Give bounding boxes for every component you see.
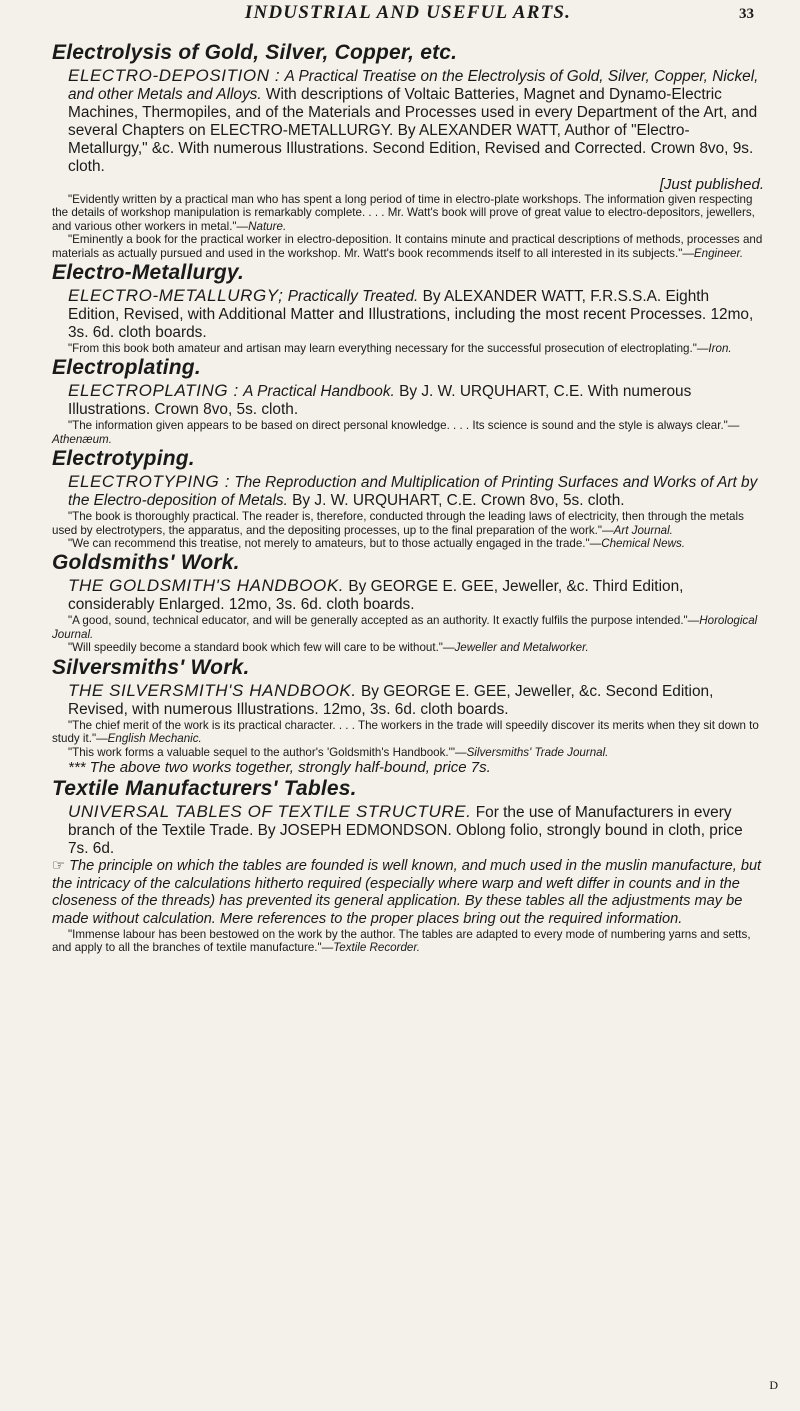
book-title: UNIVERSAL TABLES OF TEXTILE STRUCTURE. bbox=[68, 802, 472, 822]
section-heading: Goldsmiths' Work. bbox=[52, 551, 240, 575]
book-title: THE GOLDSMITH'S HANDBOOK. bbox=[68, 576, 345, 596]
catalogue-section bbox=[52, 655, 764, 777]
review-quote bbox=[52, 537, 764, 550]
review-quote bbox=[52, 193, 764, 233]
catalogue-content bbox=[52, 40, 764, 955]
book-entry bbox=[68, 473, 764, 510]
section-heading: Silversmiths' Work. bbox=[52, 655, 250, 679]
publication-note: [Just published. bbox=[659, 176, 764, 193]
catalogue-section bbox=[52, 40, 764, 260]
catalogue-section bbox=[52, 260, 764, 355]
book-description: With descriptions of Voltaic Batteries, Magnet and Dynamo-Electric Machines, Thermopiles, and of the Materials and Processes used in every Department of the Art, and several Chapters on ELECTRO-METALLURGY. By ALEXANDER WATT, Author of "Electro-Metallurgy," &c. With numerous Illustrations. Second Edition, Revised and Corrected. Crown 8vo, 9s. cloth. bbox=[68, 86, 758, 175]
book-entry bbox=[68, 67, 764, 176]
combined-price-note: *** The above two works together, strongly half-bound, price 7s. bbox=[68, 758, 491, 776]
book-entry bbox=[68, 287, 764, 342]
book-entry bbox=[68, 803, 764, 858]
book-title: ELECTROTYPING : bbox=[68, 472, 231, 492]
review-text: "The information given appears to be based on direct personal knowledge. . . . Its science is sound and the style is always clear."— bbox=[68, 419, 740, 433]
page-number: 33 bbox=[739, 6, 754, 22]
review-text: "Eminently a book for the practical worker in electro-deposition. It contains minute and practical descriptions of methods, processes and materials as actually pursued and used in the workshop. Mr. Watt's book recommends itself to all interested in its subjects."— bbox=[52, 233, 763, 260]
review-source: Silversmiths' Trade Journal. bbox=[466, 745, 609, 759]
book-description: By ALEXANDER WATT, F.R.S.S.A. Eighth Edition, Revised, with Additional Matter and Illustrations, including the most recent Processes. 12mo, 3s. 6d. cloth boards. bbox=[68, 288, 754, 342]
book-description: By J. W. URQUHART, C.E. With numerous Illustrations. Crown 8vo, 5s. cloth. bbox=[68, 383, 692, 419]
principle-note: ☞ The principle on which the tables are founded is well known, and much used in the muslin manufacture, but the intricacy of the calculations hitherto required (especially where warp and weft differ in counts and in the closeness of the threads) has prevented its general application. By these tables all the adjustments may be made without calculation. Mere references to the proper places bring out the required information. bbox=[52, 858, 762, 927]
review-text: "Will speedily become a standard book which few will care to be without."— bbox=[68, 641, 455, 655]
section-heading: Electroplating. bbox=[52, 356, 201, 380]
book-entry bbox=[68, 682, 764, 719]
review-text: "Evidently written by a practical man who has spent a long period of time in electro-plate workshops. The information given respecting the details of workshop manipulation is remarkably complete. . . . Mr. Watt's book will prove of great value to electro-depositors, jewellers, and various other workers in metal."— bbox=[52, 193, 755, 233]
review-text: "The chief merit of the work is its practical character. . . . The workers in the trade will speedily discover its merits when they sit down to study it."— bbox=[52, 718, 759, 746]
catalogue-section bbox=[52, 776, 764, 954]
review-source: Nature. bbox=[248, 219, 287, 233]
review-source: Jeweller and Metalworker. bbox=[454, 641, 589, 655]
section-heading: Electro-Metallurgy. bbox=[52, 261, 245, 285]
book-title: ELECTROPLATING : bbox=[68, 381, 239, 401]
review-text: "A good, sound, technical educator, and will be generally accepted as an authority. It exactly fulfils the purpose intended."— bbox=[68, 614, 700, 628]
catalogue-section bbox=[52, 446, 764, 550]
review-source: Horological Journal. bbox=[52, 614, 758, 641]
book-subtitle: The Reproduction and Multiplication of Printing Surfaces and Works of Art by the Electro-deposition of Metals. bbox=[68, 474, 758, 510]
review-text: "The book is thoroughly practical. The reader is, therefore, conducted through the leading laws of electricity, then through the metals used by electrotypers, the apparatus, and the depositing processes, up to the final preparation of the work."— bbox=[52, 510, 744, 537]
review-quote bbox=[52, 419, 764, 446]
review-source: English Mechanic. bbox=[107, 732, 202, 746]
book-title: ELECTRO-METALLURGY; bbox=[68, 286, 284, 306]
review-source: Chemical News. bbox=[601, 537, 685, 551]
signature-mark: D bbox=[769, 1378, 778, 1392]
review-text: "From this book both amateur and artisan may learn everything necessary for the successful prosecution of electroplating."— bbox=[68, 342, 709, 356]
running-title: INDUSTRIAL AND USEFUL ARTS. bbox=[244, 2, 572, 23]
review-quote bbox=[52, 614, 764, 641]
section-heading: Electrolysis of Gold, Silver, Copper, etc. bbox=[52, 41, 458, 64]
review-text: "We can recommend this treatise, not merely to amateurs, but to those actually engaged in the trade."— bbox=[68, 537, 602, 551]
book-subtitle: Practically Treated. bbox=[287, 288, 419, 306]
book-description: By GEORGE E. GEE, Jeweller, &c. Third Edition, considerably Enlarged. 12mo, 3s. 6d. cloth boards. bbox=[68, 578, 684, 614]
review-quote bbox=[52, 928, 764, 955]
catalogue-section bbox=[52, 550, 764, 654]
book-title: THE SILVERSMITH'S HANDBOOK. bbox=[68, 680, 357, 700]
section-heading: Electrotyping. bbox=[52, 447, 195, 471]
book-entry bbox=[68, 577, 764, 614]
book-description: For the use of Manufacturers in every branch of the Textile Trade. By JOSEPH EDMONDSON. Oblong folio, strongly bound in cloth, price 7s. 6d. bbox=[68, 804, 743, 858]
review-source: Athenæum. bbox=[52, 432, 112, 446]
review-quote bbox=[52, 342, 764, 355]
review-source: Engineer. bbox=[693, 246, 744, 260]
book-subtitle: A Practical Treatise on the Electrolysis of Gold, Silver, Copper, Nickel, and other Metals and Alloys. bbox=[68, 68, 759, 103]
review-quote bbox=[52, 510, 764, 537]
review-text: "Immense labour has been bestowed on the work by the author. The tables are adapted to every mode of numbering yarns and setts, and apply to all the branches of textile manufacture."— bbox=[52, 928, 751, 955]
review-source: Art Journal. bbox=[613, 523, 673, 537]
review-quote bbox=[52, 719, 764, 746]
book-description: By J. W. URQUHART, C.E. Crown 8vo, 5s. cloth. bbox=[292, 492, 625, 510]
catalogue-section bbox=[52, 355, 764, 446]
review-source: Iron. bbox=[708, 342, 732, 356]
review-text: "This work forms a valuable sequel to the author's 'Goldsmith's Handbook.'"— bbox=[68, 745, 467, 759]
section-heading: Textile Manufacturers' Tables. bbox=[52, 777, 357, 801]
book-subtitle: A Practical Handbook. bbox=[243, 383, 395, 401]
book-entry bbox=[68, 382, 764, 419]
review-quote bbox=[52, 233, 764, 260]
book-description: By GEORGE E. GEE, Jeweller, &c. Second Edition, Revised, with numerous Illustrations. 12mo, 3s. 6d. cloth boards. bbox=[68, 682, 714, 718]
review-quote bbox=[52, 746, 764, 759]
review-quote bbox=[52, 641, 764, 654]
book-title: ELECTRO-DEPOSITION : bbox=[68, 66, 281, 85]
review-source: Textile Recorder. bbox=[333, 941, 421, 955]
